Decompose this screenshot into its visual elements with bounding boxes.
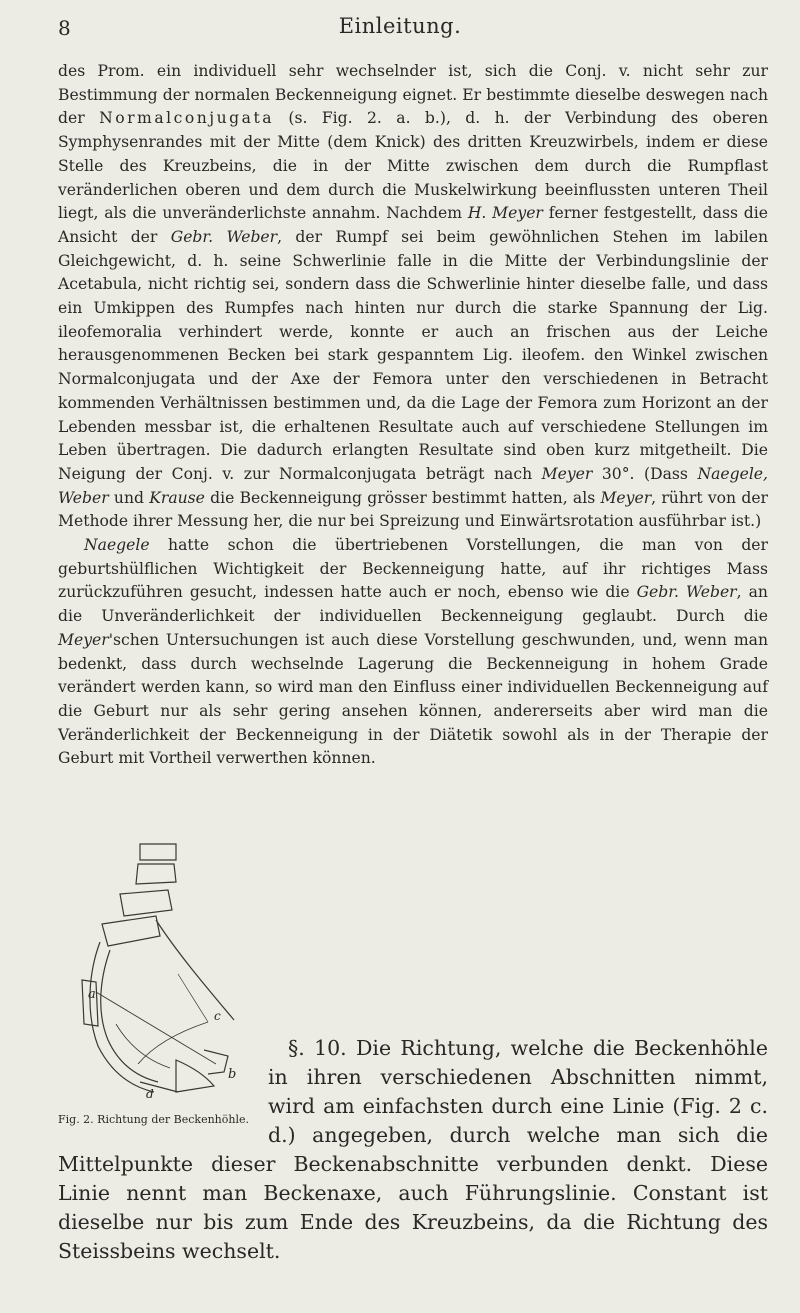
- label-c: c: [214, 1009, 221, 1023]
- name-gebr-weber: Gebr. Weber: [170, 227, 278, 246]
- label-d: d: [146, 1087, 154, 1101]
- page-header: [0, 6, 800, 46]
- label-a: a: [88, 987, 96, 1002]
- page-number: 8: [58, 16, 71, 40]
- paragraph-1: des Prom. ein individuell sehr wechselnder ist, sich die Conj. v. nicht sehr zur Bestimmung der normalen Beckenneigung eignet. Er bestimmte dieselbe deswegen nach der Normalconjugata (s. Fig. 2. a. b.), d. h. der Verbindung des oberen Symphysenrandes mit der Mitte (dem Knick) des dritten Kreuzwirbels, indem er diese Stelle des Kreuzbeins, die in der Mitte zwischen dem durch die Rumpflast veränderlichen oberen und dem durch die Muskelwirkung beeinflussten unteren Theil liegt, als die unveränderlichste annahm. Nachdem H. Meyer ferner festgestellt, dass die Ansicht der Gebr. Weber, der Rumpf sei beim gewöhnlichen Stehen im labilen Gleichgewicht, d. h. seine Schwerlinie falle in die Mitte der Verbindungslinie der Acetabula, nicht richtig sei, sondern dass die Schwerlinie hinter dieselbe falle, und dass ein Umkippen des Rumpfes nach hinten nur durch die starke Spannung der Lig. ileofemoralia verhindert werde, konnte er auch an frischen aus der Leiche herausgenommenen Becken bei stark gespanntem Lig. ileofem. den Winkel zwischen Normalconjugata und der Axe der Femora unter den verschiedenen in Betracht kommenden Verhältnissen bestimmen und, da die Lage der Femora zum Horizont an der Lebenden messbar ist, die erhaltenen Resultate auch auf verschiedene Stellungen im Leben übertragen. Die dadurch erlangten Resultate sind oben kurz mitgetheilt. Die Neigung der Conj. v. zur Normalconjugata beträgt nach Meyer 30°. (Dass Naegele, Weber und Krause die Beckenneigung grösser bestimmt hatten, als Meyer, rührt von der Methode ihrer Messung her, die nur bei Spreizung und Einwärtsrotation ausführbar ist.): [58, 62, 769, 531]
- wrap-region: [58, 987, 768, 1266]
- paragraph-2: Naegele hatte schon die übertriebenen Vorstellungen, die man von der geburtshülflichen Wichtigkeit der Beckenneigung hatte, auf ihr richtiges Mass zurückzuführen gesucht, indessen hatte auch er noch, ebenso wie die Gebr. Weber, an die Unveränderlichkeit der individuellen Beckenneigung geglaubt. Durch die Meyer'schen Untersuchungen ist auch diese Vorstellung geschwunden, und, wenn man bedenkt, dass durch wechselnde Lagerung die Beckenneigung in hohem Grade verändert werden kann, so wird man den Einfluss einer individuellen Beckenneigung auf die Geburt nur als sehr gering ansehen können, andererseits aber wird man die Veränderlichkeit der Beckenneigung in der Diätetik sowohl als in der Therapie der Geburt mit Vortheil verwerthen können.: [58, 536, 768, 768]
- label-b: b: [228, 1067, 237, 1082]
- section-10: §. 10. Die Richtung, welche die Beckenhöhle in ihren verschiedenen Abschnitten nimmt, wird am einfachsten durch eine Linie (Fig. 2 c. d.) angegeben, durch welche man sich die Mittelpunkte dieser Beckenabschnitte verbunden denkt. Diese Linie nennt man Beckenaxe, auch Führungslinie. Constant ist dieselbe nur bis zum Ende des Kreuzbeins, da die Richtung des Steissbeins wechselt.: [58, 1036, 768, 1263]
- main-text-upper: [58, 60, 768, 771]
- figure-caption: Fig. 2. Richtung der Beckenhöhle.: [58, 1113, 249, 1126]
- name-h-meyer: H. Meyer: [467, 204, 543, 223]
- pelvis-diagram: [58, 824, 256, 1114]
- figure-2: [58, 808, 256, 1148]
- running-title: Einleitung.: [338, 14, 462, 38]
- term-normalconjugata: Normalconjugata: [99, 109, 275, 128]
- name-naegele: Naegele: [84, 536, 150, 555]
